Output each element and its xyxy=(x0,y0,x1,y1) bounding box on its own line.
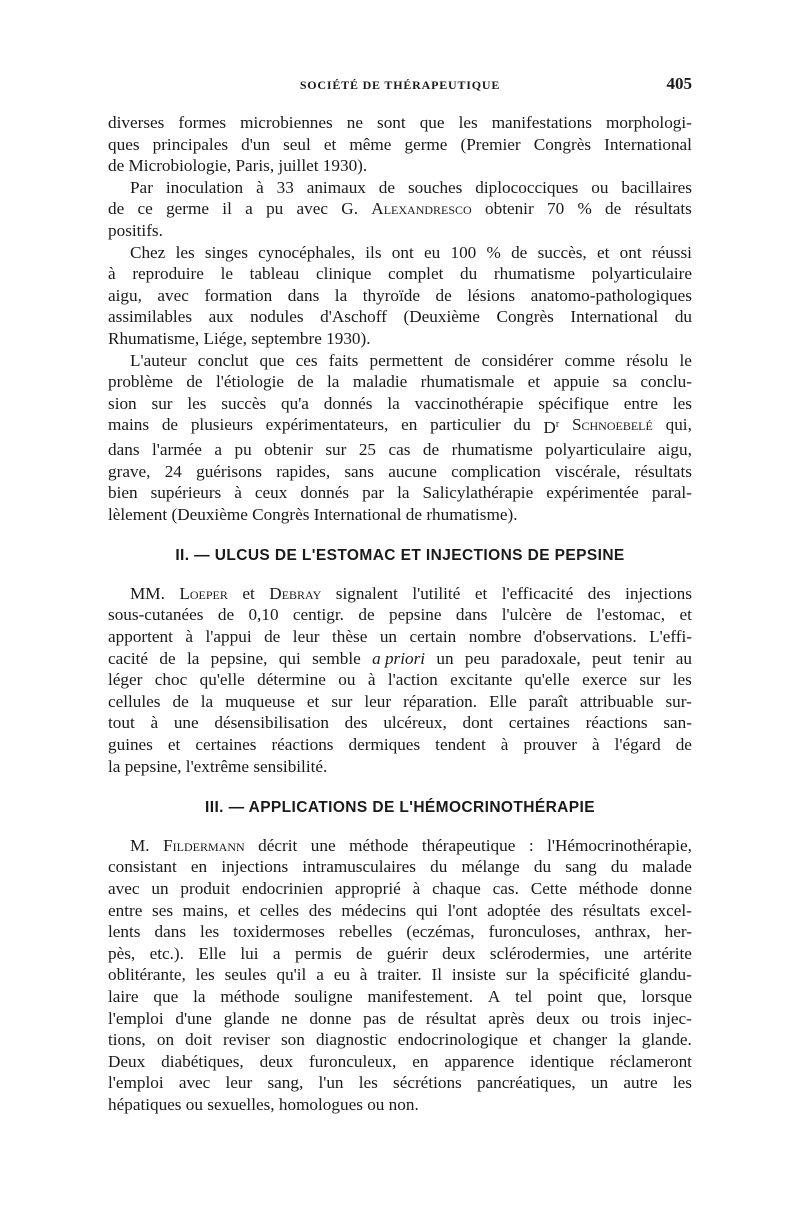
author-name: Debray xyxy=(269,583,322,603)
running-title: SOCIÉTÉ DE THÉRAPEUTIQUE xyxy=(299,78,501,92)
text-line: l'emploi avec leur sang, l'un les sécrétions pancréatiques, un autre les xyxy=(108,1073,692,1093)
section-heading-hemocrinotherapie: III. — APPLICATIONS DE L'HÉMOCRINOTHÉRAPIE xyxy=(205,799,595,817)
text-line: diverses formes microbiennes ne sont que les manifestations morphologi- xyxy=(108,113,692,132)
text-line: cellules de la muqueuse et sur leur réparation. Elle paraît attribuable sur- xyxy=(108,691,692,711)
text-line: aigu, avec formation dans la thyroïde de lésions anatomo-pathologiques xyxy=(108,285,692,305)
paragraph xyxy=(108,242,692,350)
paragraph xyxy=(108,177,692,242)
text-line: assimilables aux nodules d'Aschoff (Deuxième Congrès International du xyxy=(108,307,692,327)
paragraph xyxy=(108,835,692,1116)
text-line: consistant en injections intramusculaires du mélange du sang du malade xyxy=(108,857,692,877)
text-line: guines et certaines réactions dermiques tendent à prouver à l'égard de xyxy=(108,735,692,755)
text-line: entre ses mains, et celles des médecins qui l'ont adoptée des résultats excel- xyxy=(108,900,692,920)
text-line: Par inoculation à 33 animaux de souches diplococciques ou bacillaires xyxy=(130,177,692,197)
text-line: grave, 24 guérisons rapides, sans aucune complication viscérale, résultats xyxy=(108,461,692,481)
text-line: avec un produit endocrinien approprié à chaque cas. Cette méthode donne xyxy=(108,879,692,898)
text-line: positifs. xyxy=(108,220,163,240)
paragraph xyxy=(108,112,692,177)
author-name: Loeper xyxy=(179,583,228,603)
text-line: bien supérieurs à ceux donnés par la Salicylathérapie expérimentée paral- xyxy=(108,483,692,503)
text-line: à reproduire le tableau clinique complet du rhumatisme polyarticulaire xyxy=(108,264,692,284)
text-line: la pepsine, l'extrême sensibilité. xyxy=(108,756,328,776)
text-line: problème de l'étiologie de la maladie rhumatismale et appuie sa conclu- xyxy=(108,372,692,392)
superscript: r xyxy=(555,419,560,431)
italic-phrase: a priori xyxy=(372,648,426,668)
section-heading-ulcus: II. — ULCUS DE L'ESTOMAC ET INJECTIONS DE PEPSINE xyxy=(175,547,625,565)
author-name: Alexandresco xyxy=(371,199,472,219)
text-line: léger choc qu'elle détermine ou à l'action excitante qu'elle exerce sur les xyxy=(108,670,692,690)
text-line: hépatiques ou sexuelles, homologues ou non. xyxy=(108,1094,419,1114)
author-name: Fildermann xyxy=(163,835,245,855)
text-line: oblitérante, les seules qu'il a eu à traiter. Il insiste sur la spécificité glandu- xyxy=(108,965,692,985)
text-line: tout à une désensibilisation des ulcéreux, dont certaines réactions san- xyxy=(108,713,692,733)
page-number: 405 xyxy=(666,74,692,93)
text-line: lèlement (Deuxième Congrès International de rhumatisme). xyxy=(108,504,518,524)
text-line: lents dans les toxidermoses rebelles (eczémas, furonculoses, anthrax, her- xyxy=(108,922,692,942)
text-line: Deux diabétiques, deux furonculeux, en apparence identique réclameront xyxy=(108,1051,692,1071)
text-line: Chez les singes cynocéphales, ils ont eu 100 % de succès, et ont réussi xyxy=(130,242,692,262)
paragraph xyxy=(108,350,692,526)
author-name: Schnoebelé xyxy=(571,415,653,435)
text-line: l'emploi d'une glande ne donne pas de résultat après deux ou trois injec- xyxy=(108,1008,692,1028)
text-line: ques principales d'un seul et même germe (Premier Congrès International xyxy=(108,134,692,154)
text-line: tions, on doit reviser son diagnostic endocrinologique et changer la glande. xyxy=(108,1030,692,1050)
body-text xyxy=(108,112,692,1116)
text-line: cacité de la pepsine, qui semble a priori un peu paradoxale, peut tenir au xyxy=(108,648,692,668)
text-line: laire que la méthode souligne manifestement. A tel point que, lorsque xyxy=(108,986,692,1006)
text-line: de Microbiologie, Paris, juillet 1930). xyxy=(108,156,368,176)
text-line: Rhumatisme, Liége, septembre 1930). xyxy=(108,328,371,348)
running-head xyxy=(108,74,692,96)
text-line: de ce germe il a pu avec G. Alexandresco obtenir 70 % de résultats xyxy=(108,199,692,219)
text-line: mains de plusieurs expérimentateurs, en particulier du $D^r$ Schnoebelé qui, xyxy=(108,415,692,438)
text-line: L'auteur conclut que ces faits permettent de considérer comme résolu le xyxy=(130,350,692,370)
text-line: sous-cutanées de 0,10 centigr. de pepsine dans l'ulcère de l'estomac, et xyxy=(108,605,692,625)
text-line: sion sur les succès qu'a donnés la vaccinothérapie spécifique entre les xyxy=(108,393,692,413)
text-line: MM. Loeper et Debray signalent l'utilité et l'efficacité des injections xyxy=(130,583,692,603)
text-line: pès, etc.). Elle lui a permis de guérir deux sclérodermies, une artérite xyxy=(108,943,692,963)
text-line: dans l'armée a pu obtenir sur 25 cas de rhumatisme polyarticulaire aigu, xyxy=(108,439,692,459)
paragraph xyxy=(108,583,692,777)
text-line: apportent à l'appui de leur thèse un certain nombre d'observations. L'effi- xyxy=(108,627,692,647)
text-line: M. Fildermann décrit une méthode thérapeutique : l'Hémocrinothérapie, xyxy=(130,835,692,855)
